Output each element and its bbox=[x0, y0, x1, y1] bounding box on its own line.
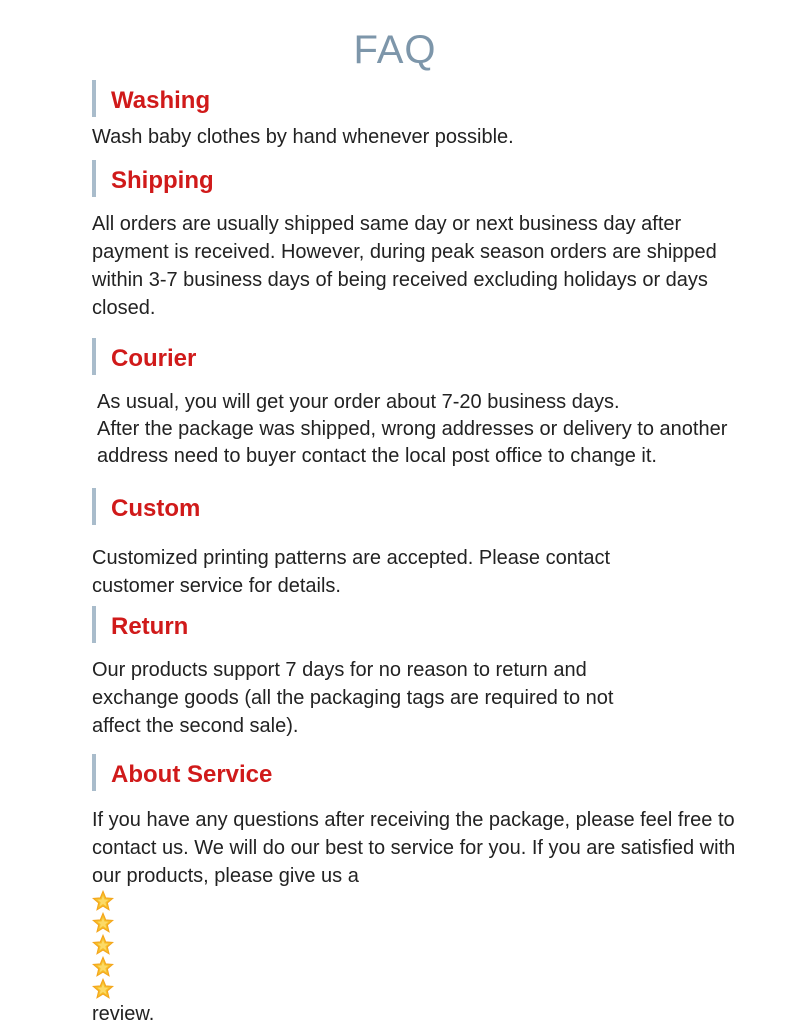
section-heading-shipping: Shipping bbox=[92, 160, 214, 197]
section-body-shipping bbox=[92, 210, 752, 322]
text-line: Wash baby clothes by hand whenever possible. bbox=[92, 126, 514, 148]
star-emoji-icon bbox=[92, 890, 114, 912]
star-emoji-icon bbox=[92, 934, 114, 956]
section-heading-washing: Washing bbox=[92, 80, 210, 117]
page-title: FAQ bbox=[353, 28, 437, 72]
star-emoji-icon bbox=[92, 978, 114, 1000]
section-body-custom bbox=[92, 544, 752, 600]
section-heading-about-service: About Service bbox=[92, 754, 272, 791]
section-heading-courier: Courier bbox=[92, 338, 196, 375]
review-prompt-text: our products, please give us a bbox=[92, 865, 359, 887]
text-line: All orders are usually shipped same day or next business day after bbox=[92, 213, 682, 235]
star-emoji-icon bbox=[92, 956, 114, 978]
text-line: Our products support 7 days for no reason to return and bbox=[92, 659, 587, 681]
section-body-about-service bbox=[92, 806, 752, 1028]
star-rating bbox=[92, 890, 752, 1000]
section-body-courier bbox=[97, 389, 757, 470]
text-line: address need to buyer contact the local post office to change it. bbox=[97, 445, 657, 467]
text-line-with-stars bbox=[92, 862, 752, 1028]
text-line: As usual, you will get your order about 7-20 business days. bbox=[97, 391, 620, 413]
section-body-washing bbox=[92, 123, 752, 151]
text-line: Customized printing patterns are accepted. Please contact bbox=[92, 547, 611, 569]
text-line: If you have any questions after receiving the package, please feel free to bbox=[92, 809, 735, 831]
text-line: customer service for details. bbox=[92, 575, 341, 597]
text-line: payment is received. However, during peak season orders are shipped bbox=[92, 241, 717, 263]
text-line: After the package was shipped, wrong addresses or delivery to another bbox=[97, 418, 728, 440]
review-word: review. bbox=[92, 1003, 155, 1025]
text-line: contact us. We will do our best to service for you. If you are satisfied with bbox=[92, 837, 736, 859]
section-heading-return: Return bbox=[92, 606, 188, 643]
text-line: exchange goods (all the packaging tags are required to not bbox=[92, 687, 614, 709]
text-line: closed. bbox=[92, 297, 156, 319]
text-line: affect the second sale). bbox=[92, 715, 299, 737]
section-body-return bbox=[92, 656, 752, 740]
section-heading-custom: Custom bbox=[92, 488, 200, 525]
text-line: within 3-7 business days of being received excluding holidays or days bbox=[92, 269, 708, 291]
star-emoji-icon bbox=[92, 912, 114, 934]
